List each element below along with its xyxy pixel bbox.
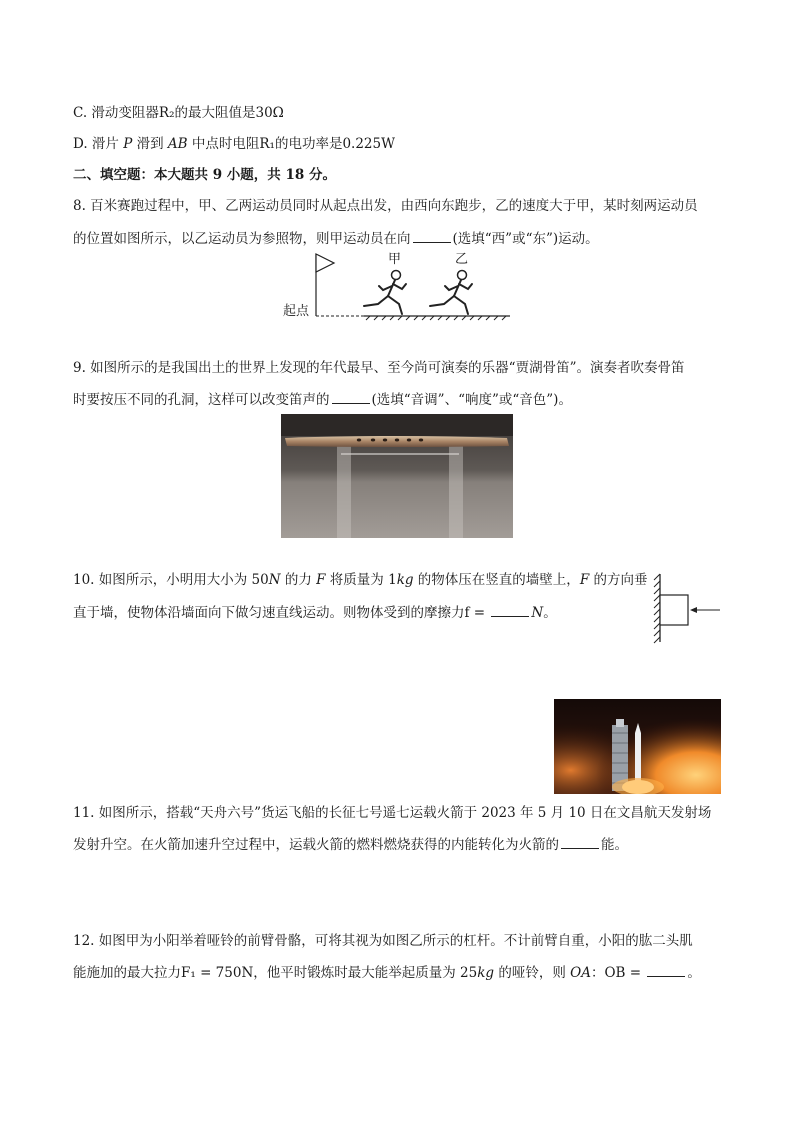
q10-text: 的力 (280, 572, 317, 588)
q8-line2 (73, 228, 599, 249)
q9-line1: 9. 如图所示的是我国出土的世界上发现的年代最早、至今尚可演奏的乐器“贾湖骨笛”。演奏者吹奏骨笛 (73, 360, 685, 376)
q10-text: 10. 如图所示，小明用大小为 50 (73, 572, 269, 588)
section-title: 二、填空题：本大题共 9 小题，共 18 分。 (73, 167, 336, 183)
option-d-text: D. 滑片 (73, 136, 124, 152)
q12-text: 能施加的最大拉力F₁ = 750N，他平时锻炼时最大能举起质量为 25 (73, 965, 478, 981)
rocket-launch-image (554, 699, 721, 794)
q10-text: 直于墙，使物体沿墙面向下做匀速直线运动。则物体受到的摩擦力f = (73, 605, 490, 621)
q12-text: 。 (687, 965, 701, 981)
q8-text: (选填“西”或“东”)运动。 (452, 231, 599, 247)
q11-answer-blank[interactable] (561, 834, 599, 849)
q10-var: F (579, 572, 590, 588)
q9-line2 (73, 389, 572, 410)
q11-line1: 11. 如图所示，搭载“天舟六号”货运飞船的长征七号遥七运载火箭于 2023 年 5 月 10 日在文昌航天发射场 (73, 805, 712, 821)
q10-unit: N (531, 605, 544, 621)
option-d-var-p: P (123, 136, 133, 152)
q12-text: 的哑铃，则 (494, 965, 571, 981)
q12-text: ：OB = (590, 965, 646, 981)
q10-text: 的物体压在竖直的墙壁上， (413, 572, 580, 588)
runner-yi-icon (430, 271, 472, 315)
label-jia: 甲 (388, 252, 402, 267)
q10-var: F (316, 572, 326, 588)
q8-text: 的位置如图所示，以乙运动员为参照物，则甲运动员在向 (73, 231, 411, 247)
wall-block-diagram (652, 572, 724, 644)
q10-text: 将质量为 1 (325, 572, 397, 588)
q10-unit: kg (396, 572, 414, 588)
q11-line2 (73, 834, 628, 855)
q12-line2 (73, 962, 701, 983)
ground-hatch (366, 316, 506, 320)
wall-hatch (654, 574, 660, 643)
q10-text: 。 (543, 605, 557, 621)
q10-line1 (73, 570, 647, 590)
runner-jia-icon (364, 271, 406, 315)
q11-text: 发射升空。在火箭加速升空过程中，运载火箭的燃料燃烧获得的内能转化为火箭的 (73, 837, 559, 853)
q10-line2 (73, 602, 557, 623)
label-start: 起点 (283, 304, 310, 319)
option-c: C. 滑动变阻器R₂的最大阻值是30Ω (73, 105, 284, 121)
label-yi: 乙 (455, 252, 469, 267)
option-d (73, 134, 395, 154)
wall-block-figure (652, 572, 724, 644)
q10-text: 的方向垂 (589, 572, 648, 588)
q12-unit: kg (477, 965, 495, 981)
q9-text: (选填“音调”、“响度”或“音色”)。 (371, 392, 572, 408)
q12-answer-blank[interactable] (647, 962, 685, 977)
option-d-var-ab: AB (167, 136, 188, 152)
block (660, 595, 688, 625)
q8-answer-blank[interactable] (413, 228, 451, 243)
q12-line1: 12. 如图甲为小阳举着哑铃的前臂骨骼，可将其视为如图乙所示的杠杆。不计前臂自重，小阳的肱二头肌 (73, 933, 693, 949)
rocket-launch-photo (554, 699, 721, 794)
q10-answer-blank[interactable] (491, 602, 529, 617)
q8-race-figure (278, 248, 518, 324)
option-d-text: 中点时电阻R₁的电功率是0.225W (187, 136, 395, 152)
bone-flute-photo (281, 414, 513, 538)
q9-answer-blank[interactable] (332, 389, 370, 404)
bone-flute-image (281, 414, 513, 538)
flag-icon (316, 254, 334, 272)
q11-text: 能。 (601, 837, 628, 853)
q8-line1: 8. 百米赛跑过程中，甲、乙两运动员同时从起点出发，由西向东跑步，乙的速度大于甲，某时刻两运动员 (73, 198, 698, 214)
q12-var: OA (570, 965, 591, 981)
arrow-head-icon (690, 607, 697, 613)
option-d-text: 滑到 (132, 136, 168, 152)
q9-text: 时要按压不同的孔洞，这样可以改变笛声的 (73, 392, 330, 408)
q10-unit: N (268, 572, 281, 588)
